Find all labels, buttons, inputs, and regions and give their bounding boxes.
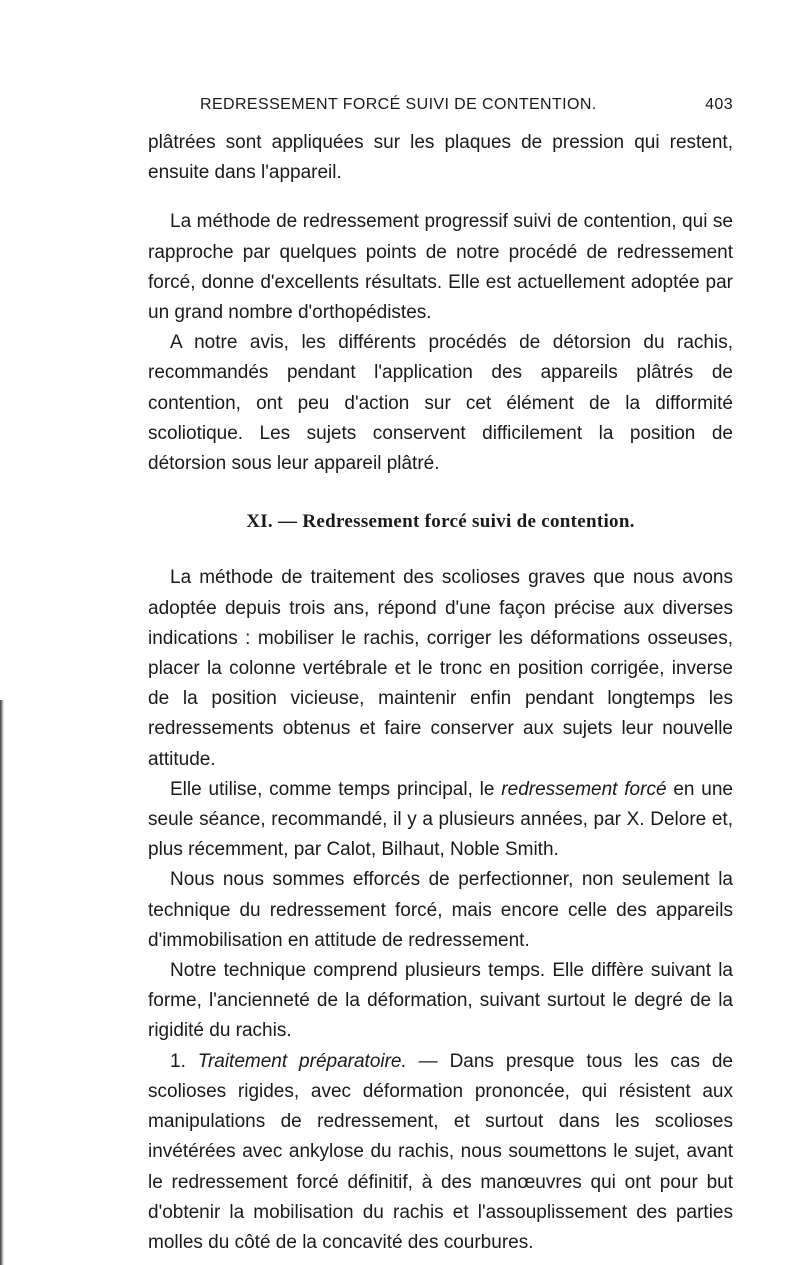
body-text (148, 128, 733, 1258)
page-number: 403 (705, 96, 733, 113)
section-title: Redressement forcé suivi de contention. (302, 511, 635, 533)
paragraph-5-end: en une seule séance, recommandé, il y a plusieurs années, par X. Delore et, plus récemment, par Calot, Bilhaut, Noble Smith. (148, 778, 733, 861)
paragraph-5 (148, 775, 733, 866)
paragraph-1: plâtrées sont appliquées sur les plaques de pression qui restent, ensuite dans l'appareil. (148, 132, 733, 184)
paragraph-7: Notre technique comprend plusieurs temps. Elle diffère suivant la forme, l'ancienneté de la déformation, suivant surtout le degré de la rigidité du rachis. (148, 960, 733, 1042)
paragraph-5-italic: redressement forcé (501, 778, 667, 800)
paragraph-8-italic: Traitement préparatoire. (197, 1050, 407, 1072)
paragraph-3: A notre avis, les différents procédés de détorsion du rachis, recommandés pendant l'application des appareils plâtrés de contention, ont peu d'action sur cet élément de la difformité scoliotique. Les sujets conservent difficilement la position de détorsion sous leur appareil plâtré. (148, 332, 733, 475)
paragraph-8-number: 1. (170, 1050, 198, 1072)
section-number: XI. (246, 511, 273, 533)
page-edge-shadow (0, 700, 4, 1265)
section-heading (148, 507, 733, 537)
running-title: REDRESSEMENT FORCÉ SUIVI DE CONTENTION. (200, 96, 597, 113)
section-dash: — (278, 511, 298, 533)
paragraph-6: Nous nous sommes efforcés de perfectionner, non seulement la technique du redressement forcé, mais encore celle des appareils d'immobilisation en attitude de redressement. (148, 869, 733, 951)
paragraph-8 (148, 1047, 733, 1258)
running-head (148, 96, 733, 118)
paragraph-4: La méthode de traitement des scolioses graves que nous avons adoptée depuis trois ans, répond d'une façon précise aux diverses indications : mobiliser le rachis, corriger les déformations osseuses, placer la colonne vertébrale et le tronc en position corrigée, inverse de la position vicieuse, maintenir enfin pendant longtemps les redressements obtenus et faire conserver aux sujets leur nouvelle attitude. (148, 567, 733, 770)
paragraph-8-end: — Dans presque tous les cas de scolioses rigides, avec déformation prononcée, qui résistent aux manipulations de redressement, et surtout dans les scolioses invétérées avec ankylose du rachis, nous soumettons le sujet, avant le redressement forcé définitif, à des manœuvres qui ont pour but d'obtenir la mobilisation du rachis et l'assouplissement des parties molles du côté de la concavité des courbures. (148, 1050, 734, 1253)
paragraph-5-start: Elle utilise, comme temps principal, le (170, 778, 502, 800)
paragraph-2: La méthode de redressement progressif suivi de contention, qui se rapproche par quelques points de notre procédé de redressement forcé, donne d'excellents résultats. Elle est actuellement adoptée par un grand nombre d'orthopédistes. (148, 211, 733, 324)
